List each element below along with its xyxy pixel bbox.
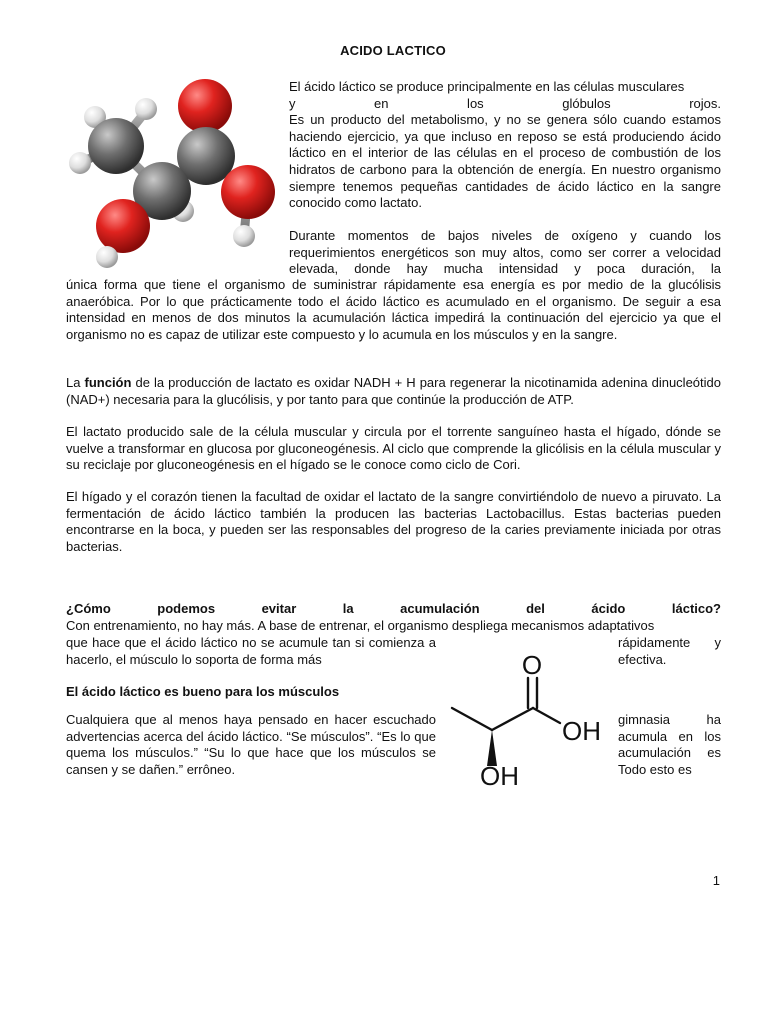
intro-body: Es un producto del metabolismo, y no se genera sólo cuando estamos haciendo ejercicio, ya que incluso en reposo se está produciendo ácido láctico en el interior de las células en el proceso de combustión de los hidratos de carbono para la obtención de energía. En nuestro organismo siempre tenemos pequeñas cantidades de ácido láctico en la sangre conocido como lactato. bbox=[289, 112, 721, 211]
lactic-acid-3d-model-image bbox=[66, 76, 278, 272]
page-number: 1 bbox=[712, 873, 720, 888]
question-heading: ¿Cómo podemos evitar la acumulación del ácido láctico? bbox=[66, 601, 721, 616]
lactate-paragraph: El lactato producido sale de la célula muscular y circula por el torrente sanguíneo hasta el hígado, dónde se vuelve a transformar en glucosa por gluconeogénesis. Al ciclo que comprende la glicólisis en la célula muscular y su reciclaje por gluconeogénesis en el hígado se le conoce como ciclo de Cori. bbox=[66, 424, 721, 473]
lactic-acid-skeletal-formula bbox=[440, 648, 618, 798]
good-for-muscles-heading: El ácido láctico es bueno para los músculos bbox=[66, 684, 340, 699]
answer-right-column: rápidamente y efectiva. bbox=[618, 635, 721, 667]
good-right-column: gimnasia ha acumula en los acumulación es Todo esto es bbox=[618, 712, 721, 777]
carbonyl-oxygen-label: O bbox=[521, 650, 543, 680]
intro-line-2: y en los glóbulos rojos. bbox=[289, 95, 721, 111]
intro-paragraph bbox=[289, 79, 721, 212]
answer-line-1: Con entrenamiento, no hay más. A base de entrenar, el organismo despliega mecanismos adaptativos bbox=[66, 618, 655, 633]
oxygen-paragraph-top: Durante momentos de bajos niveles de oxígeno y cuando los requerimientos energéticos son muy altos, como ser correr a velocidad elevada, donde hay mucha intensidad y poca duración, la bbox=[289, 228, 721, 277]
answer-left-column: que hace que el ácido láctico no se acumule tan si comienza a hacerlo, el músculo lo soporta de forma más bbox=[66, 635, 436, 667]
intro-line-1: El ácido láctico se produce principalmente en las células musculares bbox=[289, 79, 685, 94]
function-bold-term: función bbox=[84, 375, 132, 390]
carboxyl-oh-label: OH bbox=[562, 716, 601, 746]
function-paragraph: La función de la producción de lactato es oxidar NADH + H para regenerar la nicotinamida adenina dinucleótido (NAD+) necesaria para la glucólisis, y por tanto para que continúe la producción de ATP. bbox=[66, 375, 721, 407]
oxygen-paragraph-bottom: única forma que tiene el organismo de suministrar rápidamente esa energía es por medio de la glucólisis anaeróbica. Por lo que prácticamente todo el ácido láctico es acumulado en el organismo. De seguir a esa intensidad en menos de dos minutos la acumulación láctica impedirá la continuación del ejercicio ya que el organismo no es capaz de utilizar este compuesto y lo acumula en los músculos y en la sangre. bbox=[66, 277, 721, 342]
document-title: ACIDO LACTICO bbox=[340, 43, 446, 58]
hydroxyl-oh-label: OH bbox=[480, 761, 519, 791]
liver-paragraph: El hígado y el corazón tienen la facultad de oxidar el lactato de la sangre convirtiéndolo de nuevo a piruvato. La fermentación de ácido láctico también la producen las bacterias Lactobacillus. Estas bacterias pueden encontrarse en la boca, y pueden ser las responsables del progreso de la caries previamente iniciada por otras bacterias. bbox=[66, 489, 721, 554]
good-left-column: Cualquiera que al menos haya pensado en hacer escuchado advertencias acerca del ácido láctico. “Se músculos”. “Es lo que quema los músculos.” “Su lo que hace que los músculos se cansen y se dañen.” errôneo. bbox=[66, 712, 436, 777]
